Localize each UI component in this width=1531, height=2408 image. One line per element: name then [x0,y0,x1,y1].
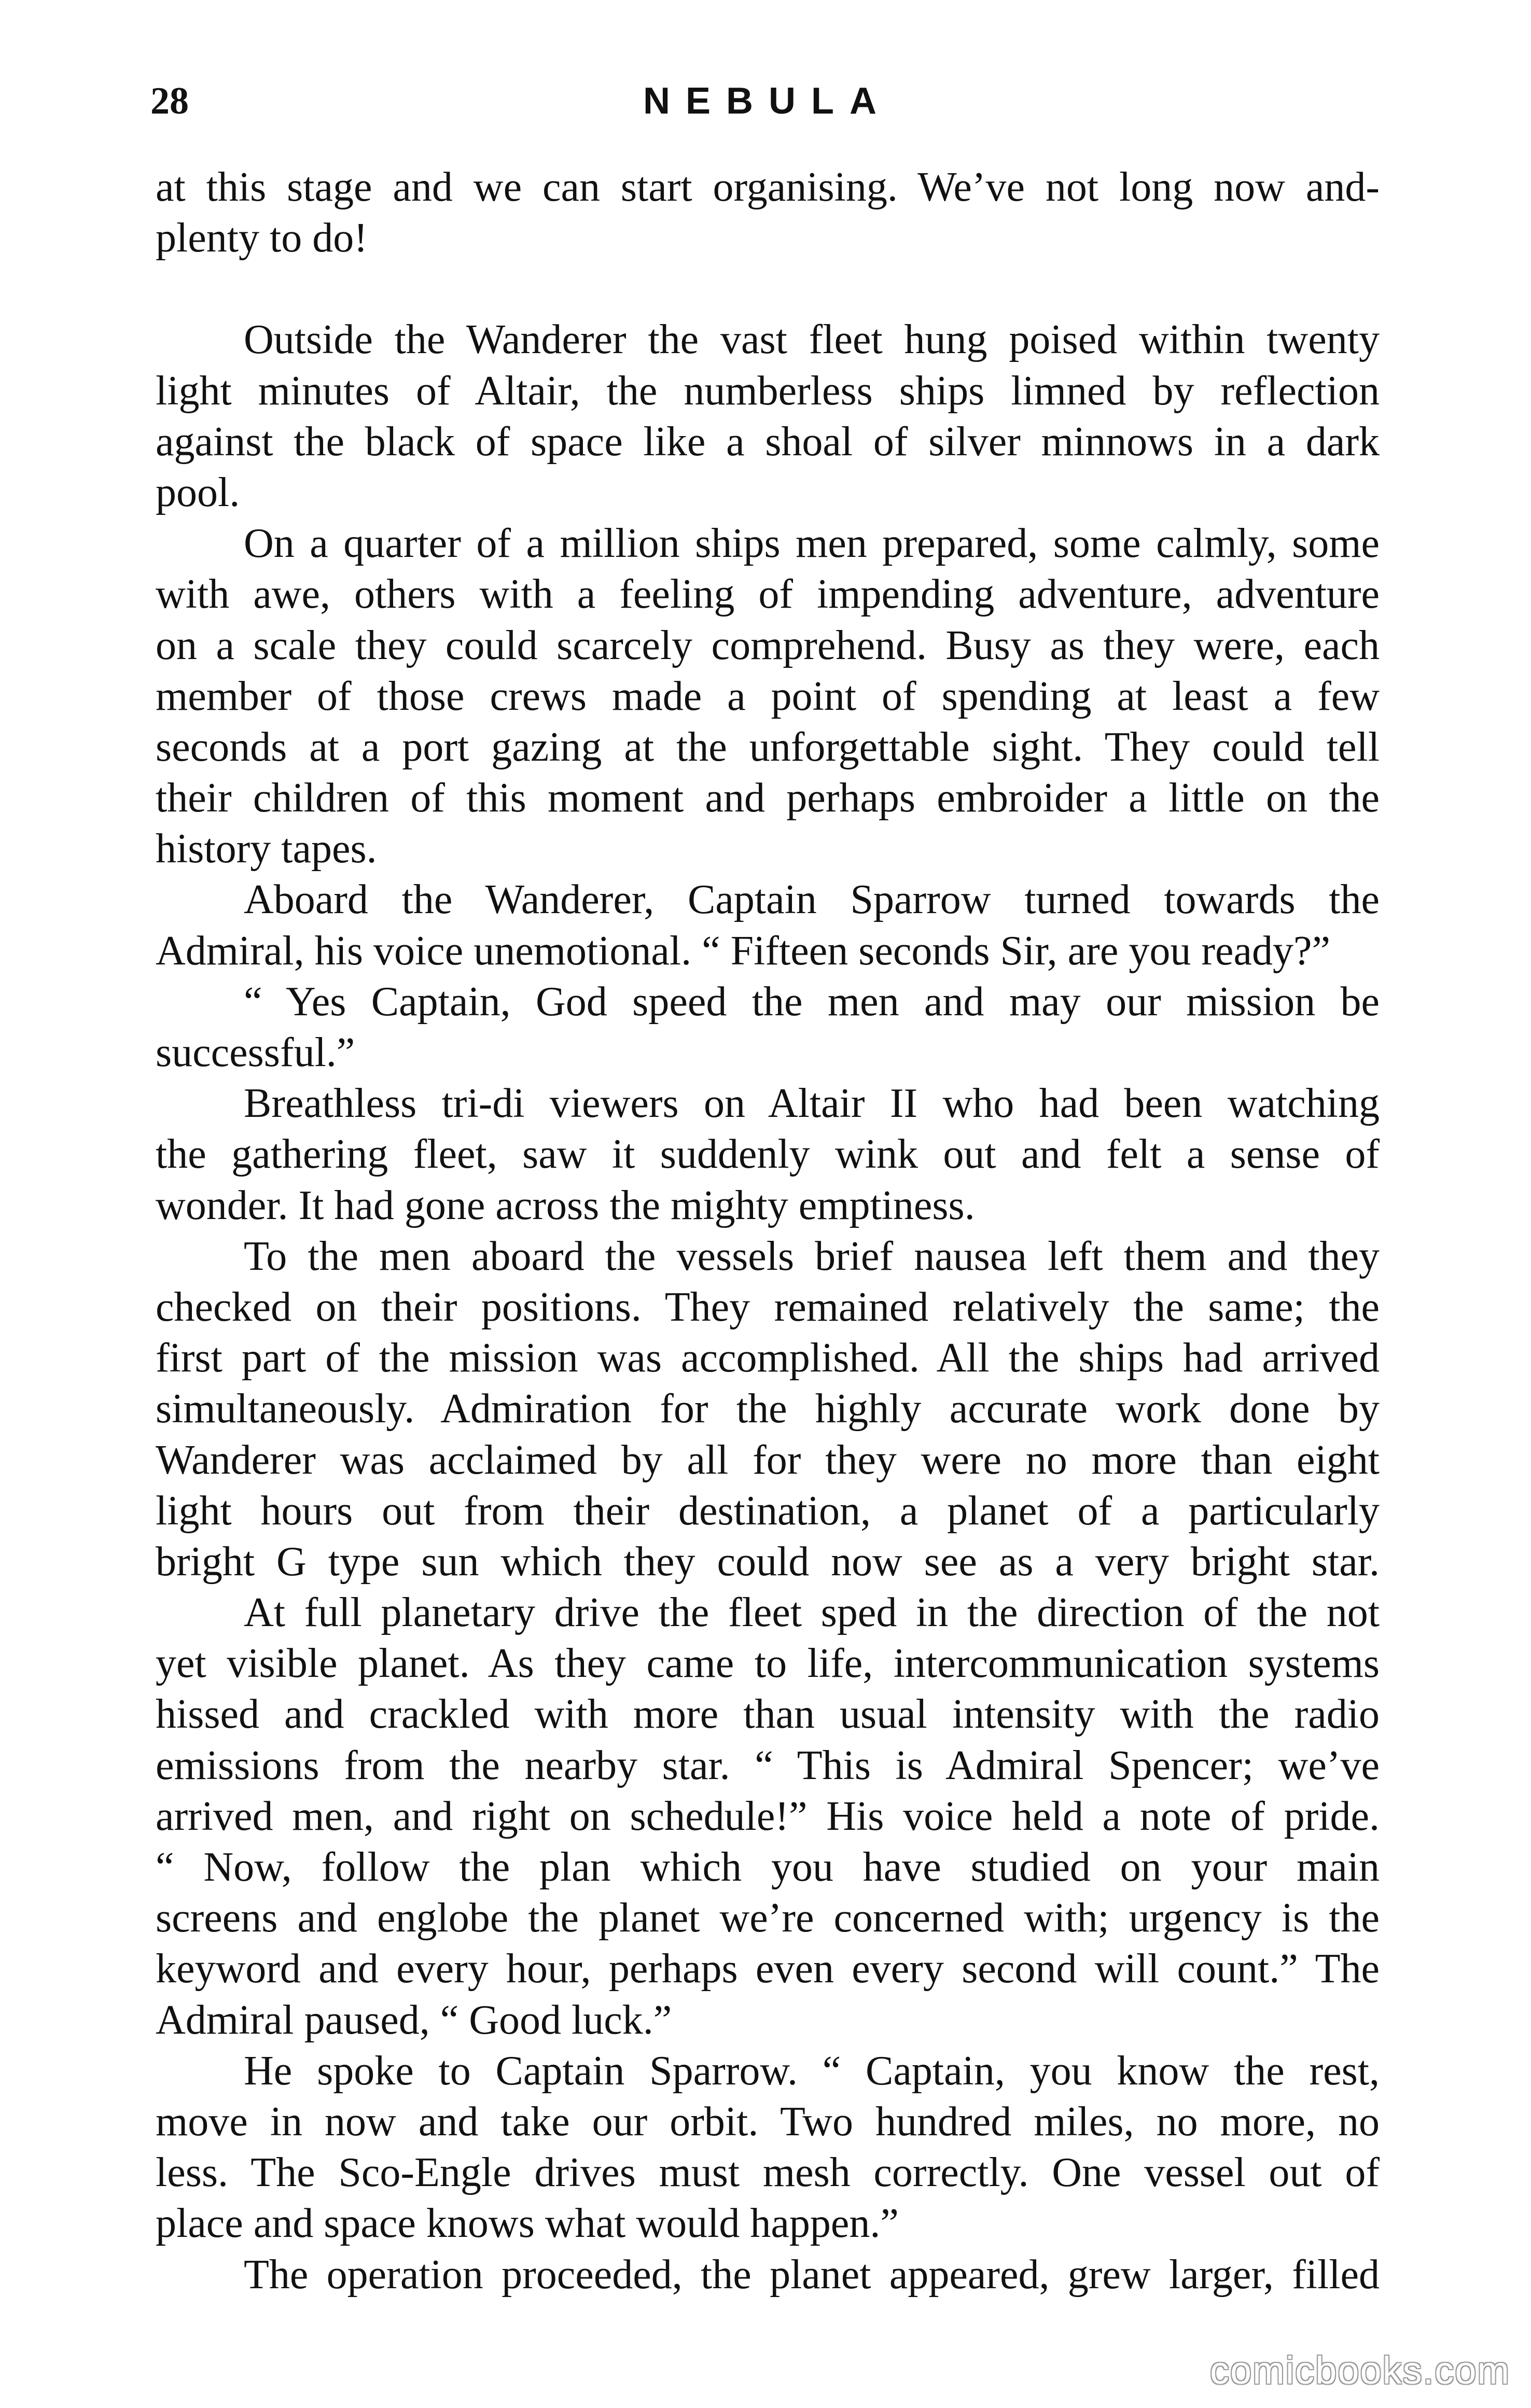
text-line: move in now and take our orbit. Two hundred miles, no more, no [156,2098,1380,2145]
text-line: history tapes. [156,826,377,872]
running-head: NEBULA [643,80,892,122]
text-line: “ Now, follow the plan which you have studied on your main [156,1844,1380,1890]
text-line: against the black of space like a shoal of silver minnows in a dark [156,418,1380,465]
page-number: 28 [150,80,189,122]
text-line: less. The Sco-Engle drives must mesh correctly. One vessel out of [156,2150,1380,2196]
paragraph [156,162,1380,263]
paragraph [156,518,1380,874]
text-line: On a quarter of a million ships men prepared, some calmly, some [244,521,1380,567]
text-line: To the men aboard the vessels brief nausea left them and they [244,1233,1380,1279]
text-line: keyword and every hour, perhaps even every second will count.” The [156,1946,1380,1992]
paragraph [156,874,1380,976]
text-line: emissions from the nearby star. “ This is Admiral Spencer; we’ve [156,1742,1380,1788]
page-header [150,73,1385,130]
paragraph [156,1078,1380,1231]
text-line: The operation proceeded, the planet appeared, grew larger, filled [244,2251,1380,2298]
watermark-logo: comicbooks.com [1209,2349,1510,2392]
text-line: Wanderer was acclaimed by all for they were no more than eight [156,1437,1380,1483]
text-line: He spoke to Captain Sparrow. “ Captain, you know the rest, [244,2048,1380,2094]
text-line: plenty to do! [156,215,368,261]
text-line: their children of this moment and perhaps embroider a little on the [156,775,1380,821]
text-line: Admiral, his voice unemotional. “ Fifteen seconds Sir, are you ready?” [156,928,1330,974]
paragraph [156,2249,1380,2300]
paragraph [156,1231,1380,1587]
text-line: checked on their positions. They remained relatively the same; the [156,1284,1380,1330]
section-break [156,263,1380,314]
paragraph [156,314,1380,518]
text-line: At full planetary drive the fleet sped in the direction of the not [244,1590,1380,1636]
text-line: at this stage and we can start organising. We’ve not long now and- [156,164,1380,210]
text-line: hissed and crackled with more than usual intensity with the radio [156,1691,1380,1738]
text-line: screens and englobe the planet we’re concerned with; urgency is the [156,1895,1380,1941]
text-line: wonder. It had gone across the mighty emptiness. [156,1182,975,1228]
paragraph [156,2046,1380,2249]
text-line: seconds at a port gazing at the unforgettable sight. They could tell [156,724,1380,770]
text-line: simultaneously. Admiration for the highly accurate work done by [156,1386,1380,1432]
text-line: arrived men, and right on schedule!” His voice held a note of pride. [156,1793,1380,1839]
text-line: Outside the Wanderer the vast fleet hung poised within twenty [244,317,1380,363]
text-line: place and space knows what would happen.” [156,2201,899,2247]
text-line: member of those crews made a point of spending at least a few [156,673,1380,719]
text-line: Aboard the Wanderer, Captain Sparrow turned towards the [244,877,1380,923]
text-line: Admiral paused, “ Good luck.” [156,1997,672,2043]
text-line: light hours out from their destination, a planet of a particularly [156,1488,1380,1534]
paragraph [156,1587,1380,2046]
text-line: light minutes of Altair, the numberless ships limned by reflection [156,368,1380,414]
text-line: successful.” [156,1030,355,1075]
text-line: on a scale they could scarcely comprehend. Busy as they were, each [156,622,1380,668]
text-line: yet visible planet. As they came to life, intercommunication systems [156,1641,1380,1687]
text-line: “ Yes Captain, God speed the men and may our mission be [244,978,1380,1025]
text-line: first part of the mission was accomplished. All the ships had arrived [156,1335,1380,1381]
text-line: pool. [156,469,240,515]
text-line: the gathering fleet, saw it suddenly wink out and felt a sense of [156,1131,1380,1178]
text-line: Breathless tri-di viewers on Altair II who had been watching [244,1081,1380,1127]
text-line: with awe, others with a feeling of impending adventure, adventure [156,571,1380,618]
body-text [156,162,1380,2300]
text-line: bright G type sun which they could now see as a very bright star. [156,1538,1380,1585]
paragraph [156,976,1380,1078]
